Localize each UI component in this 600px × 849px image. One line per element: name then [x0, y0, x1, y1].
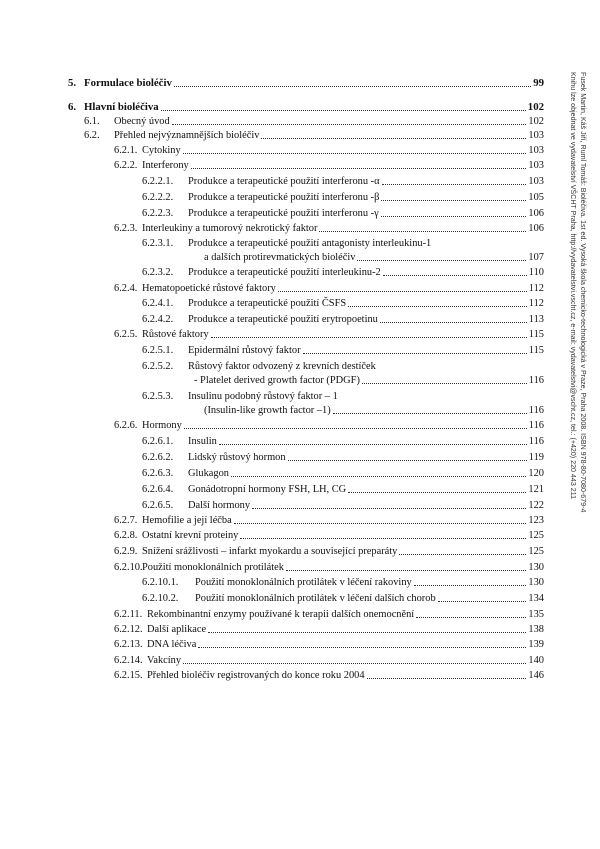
toc-entry-title: Použití monoklonálních protilátek: [142, 562, 284, 573]
toc-entry-page: 115: [528, 329, 544, 340]
toc-leader-dots: [231, 476, 526, 477]
toc-entry-number: 6.2.5.: [114, 329, 138, 340]
toc-entry[interactable]: [142, 434, 544, 448]
toc-entry-continuation: - Platelet derived growth factor (PDGF): [194, 375, 360, 386]
toc-entry-title: Produkce a terapeutické použití interferonu -α: [188, 176, 380, 187]
toc-leader-dots: [414, 585, 527, 586]
toc-entry-title: Formulace bioléčiv: [84, 77, 172, 89]
toc-entry-number: 6.2.6.2.: [142, 452, 174, 463]
toc-entry-number: 6.2.4.1.: [142, 298, 174, 309]
toc-entry-number: 5.: [68, 77, 77, 89]
toc-entry-title: Lidský růstový hormon: [188, 452, 286, 463]
toc-entry-number: 6.2.3.: [114, 223, 138, 234]
toc-entry-number: 6.2.11.: [114, 609, 143, 620]
toc-leader-dots: [174, 86, 531, 87]
toc-entry[interactable]: [142, 591, 544, 605]
toc-entry-title: Růstový faktor odvozený z krevních destíček: [188, 361, 376, 372]
toc-entry-page: 103: [528, 130, 544, 141]
toc-entry-number: 6.2.8.: [114, 530, 138, 541]
toc-leader-dots: [278, 291, 527, 292]
toc-entry-title: Produkce a terapeutické použití erytropoetinu: [188, 314, 378, 325]
toc-entry-page: 110: [528, 267, 544, 278]
toc-entry-title: Cytokiny: [142, 145, 181, 156]
toc-leader-dots: [191, 168, 527, 169]
toc-entry-continuation: (Insulin-like growth factor –1): [204, 405, 331, 416]
toc-entry-title: Použití monoklonálních protilátek v léčení rakoviny: [195, 577, 412, 588]
toc-entry-page: 134: [528, 593, 544, 604]
toc-entry-number: 6.2.6.3.: [142, 468, 174, 479]
toc-leader-dots: [240, 538, 526, 539]
toc-entry[interactable]: [142, 174, 544, 188]
toc-entry-number: 6.2.1.: [114, 145, 138, 156]
toc-entry-page: 116: [528, 375, 544, 386]
toc-leader-dots: [333, 413, 527, 414]
toc-entry-title: Insulin: [188, 436, 217, 447]
toc-entry-title: Další hormony: [188, 500, 251, 511]
toc-entry-page: 102: [528, 116, 544, 127]
toc-entry-page: 116: [528, 436, 544, 447]
toc-entry-page: 125: [528, 546, 544, 557]
toc-leader-dots: [234, 523, 527, 524]
toc-leader-dots: [288, 460, 527, 461]
toc-entry-number: 6.2.4.: [114, 283, 138, 294]
toc-entry-page: 135: [528, 609, 544, 620]
toc-entry-title: Růstové faktory: [142, 329, 209, 340]
toc-entry-page: 122: [528, 500, 544, 511]
toc-entry-number: 6.2.6.: [114, 420, 138, 431]
toc-entry-page: 116: [528, 405, 544, 416]
toc-entry-number: 6.2.2.1.: [142, 176, 174, 187]
toc-leader-dots: [348, 306, 527, 307]
toc-entry-title: Interferony: [142, 160, 189, 171]
toc-entry[interactable]: [142, 296, 544, 310]
toc-entry[interactable]: [142, 236, 544, 250]
toc-entry-number: 6.2.6.5.: [142, 500, 174, 511]
toc-leader-dots: [208, 632, 526, 633]
toc-entry-page: 123: [528, 515, 544, 526]
toc-entry[interactable]: [114, 327, 544, 341]
toc-entry[interactable]: [84, 114, 544, 128]
toc-leader-dots: [416, 617, 526, 618]
toc-entry-number: 6.2.3.1.: [142, 238, 174, 249]
toc-entry-title: Přehled bioléčiv registrovaných do konce roku 2004: [147, 670, 365, 681]
toc-entry[interactable]: [114, 143, 544, 157]
toc-entry[interactable]: [142, 482, 544, 496]
toc-leader-dots: [183, 663, 526, 664]
toc-leader-dots: [252, 508, 526, 509]
toc-leader-dots: [161, 110, 526, 111]
toc-entry-page: 138: [528, 624, 544, 635]
toc-entry-page: 103: [528, 160, 544, 171]
side-note-line: Fusek Martin, Káš Jiří, Ruml Tomáš: Bioléčiva. 1st ed. Vysoká škola chemicko-technologická v Praze, Praha 2008. ISBN 978-80-7080-679-4: [579, 72, 587, 513]
toc-entry-title: Glukagon: [188, 468, 229, 479]
toc-leader-dots: [362, 383, 527, 384]
toc-entry-number: 6.2.2.3.: [142, 208, 174, 219]
toc-leader-dots: [381, 216, 527, 217]
toc-entry-page: 115: [528, 345, 544, 356]
toc-entry-number: 6.2.9.: [114, 546, 138, 557]
toc-leader-dots: [319, 231, 526, 232]
toc-entry-title: DNA léčiva: [147, 639, 197, 650]
toc-entry-number: 6.2.2.: [114, 160, 138, 171]
toc-entry[interactable]: [114, 544, 544, 558]
toc-leader-dots: [211, 337, 527, 338]
toc-entry-title: Insulinu podobný růstový faktor – 1: [188, 391, 338, 402]
toc-entry[interactable]: [114, 560, 544, 574]
toc-entry-continuation: a dalších protirevmatických bioléčiv: [204, 252, 356, 263]
toc-entry[interactable]: [114, 158, 544, 172]
toc-entry-title: Hormony: [142, 420, 182, 431]
toc-entry-title: Použití monoklonálních protilátek v léčení dalších chorob: [195, 593, 436, 604]
toc-entry[interactable]: [114, 513, 544, 527]
toc-entry-number: 6.: [68, 101, 77, 113]
toc-entry-title: Interleukiny a tumorový nekrotický faktor: [142, 223, 318, 234]
toc-entry[interactable]: [84, 128, 544, 142]
toc-entry[interactable]: [142, 190, 544, 204]
toc-entry-page: 130: [528, 577, 544, 588]
side-note-text: [568, 72, 588, 592]
toc-entry-continuation-row[interactable]: [204, 403, 544, 417]
toc-leader-dots: [399, 554, 526, 555]
toc-leader-dots: [367, 678, 527, 679]
toc-entry-title: Gonádotropní hormony FSH, LH, CG: [188, 484, 347, 495]
toc-leader-dots: [184, 428, 527, 429]
toc-leader-dots: [348, 492, 526, 493]
toc-entry-page: 105: [528, 192, 544, 203]
toc-entry-title: Přehled nejvýznamnějších bioléčiv: [114, 130, 260, 141]
toc-entry-number: 6.2.10.2.: [142, 593, 179, 604]
toc-entry-number: 6.1.: [84, 116, 100, 127]
toc-leader-dots: [286, 570, 526, 571]
toc-entry[interactable]: [68, 76, 544, 90]
toc-entry-page: 119: [528, 452, 544, 463]
toc-entry-title: Hemofilie a její léčba: [142, 515, 232, 526]
toc-entry-number: 6.2.2.2.: [142, 192, 174, 203]
toc-entry[interactable]: [114, 622, 544, 636]
toc-entry-title: Produkce a terapeutické použití antagonisty interleukinu-1: [188, 238, 432, 249]
toc-entry-page: 99: [533, 77, 544, 89]
toc-leader-dots: [380, 322, 527, 323]
toc-entry-title: Produkce a terapeutické použití ČSFS: [188, 298, 347, 309]
toc-entry-page: 120: [528, 468, 544, 479]
toc-entry[interactable]: [142, 466, 544, 480]
toc-entry-title: Další aplikace: [147, 624, 207, 635]
toc-entry-page: 140: [528, 655, 544, 666]
toc-entry-number: 6.2.10.: [114, 562, 143, 573]
toc-entry[interactable]: [114, 637, 544, 651]
toc-entry[interactable]: [114, 221, 544, 235]
toc-entry-number: 6.2.5.2.: [142, 361, 174, 372]
toc-entry-number: 6.2.12.: [114, 624, 143, 635]
toc-entry-number: 6.2.: [84, 130, 100, 141]
toc-entry-continuation-row[interactable]: [194, 373, 544, 387]
toc-entry-page: 130: [528, 562, 544, 573]
toc-entry-page: 121: [528, 484, 544, 495]
toc-entry[interactable]: [114, 607, 544, 621]
toc-entry-number: 6.2.5.3.: [142, 391, 174, 402]
side-note: [560, 72, 588, 592]
toc-entry-page: 113: [528, 314, 544, 325]
toc-entry-page: 112: [528, 283, 544, 294]
toc-entry-number: 6.2.14.: [114, 655, 143, 666]
toc-leader-dots: [382, 184, 527, 185]
toc-leader-dots: [357, 260, 526, 261]
toc-entry-page: 102: [527, 101, 544, 113]
toc-entry-title: Snížení srážlivosti – infarkt myokardu a související preparáty: [142, 546, 398, 557]
toc-entry-continuation-row[interactable]: [204, 250, 544, 264]
toc-entry-title: Vakcíny: [147, 655, 182, 666]
toc-entry-page: 103: [528, 176, 544, 187]
toc-entry-title: Hlavní bioléčiva: [84, 101, 159, 113]
toc-entry[interactable]: [142, 450, 544, 464]
toc-leader-dots: [438, 601, 527, 602]
toc-leader-dots: [261, 138, 526, 139]
toc-entry-number: 6.2.6.1.: [142, 436, 174, 447]
side-note-line: Knihu lze objednat ve vydavatelství VŠCHT Praha, http://vydavatelstvi.vscht.cz, e-mail: vydavatelstvi@vscht.cz, tel.: (+420) 220 443 211: [569, 72, 577, 500]
toc-entry[interactable]: [142, 359, 544, 373]
toc-entry-page: 112: [528, 298, 544, 309]
toc-entry-number: 6.2.13.: [114, 639, 143, 650]
toc-entry-number: 6.2.3.2.: [142, 267, 174, 278]
toc-leader-dots: [383, 275, 527, 276]
toc-entry[interactable]: [142, 312, 544, 326]
toc-entry-title: Produkce a terapeutické použití interleukinu-2: [188, 267, 381, 278]
toc-entry[interactable]: [142, 343, 544, 357]
toc-entry-number: 6.2.5.1.: [142, 345, 174, 356]
toc-entry-page: 139: [528, 639, 544, 650]
toc-leader-dots: [219, 444, 527, 445]
toc-entry-number: 6.2.4.2.: [142, 314, 174, 325]
toc-entry-page: 106: [528, 223, 544, 234]
toc-entry[interactable]: [114, 418, 544, 432]
toc-entry[interactable]: [114, 653, 544, 667]
toc-entry-page: 107: [528, 252, 544, 263]
toc-leader-dots: [198, 647, 526, 648]
toc-entry-number: 6.2.6.4.: [142, 484, 174, 495]
toc-entry-page: 125: [528, 530, 544, 541]
toc-entry-title: Epidermální růstový faktor: [188, 345, 301, 356]
toc-entry-number: 6.2.10.1.: [142, 577, 179, 588]
toc-entry[interactable]: [142, 389, 544, 403]
toc-entry-title: Rekombinantní enzymy používané k terapii dalších onemocnění: [147, 609, 415, 620]
toc-entry[interactable]: [142, 265, 544, 279]
toc-entry[interactable]: [114, 528, 544, 542]
toc-leader-dots: [381, 200, 526, 201]
toc-entry-page: 146: [528, 670, 544, 681]
toc-entry-page: 106: [528, 208, 544, 219]
toc-entry-title: Produkce a terapeutické použití interferonu -β: [188, 192, 380, 203]
toc-leader-dots: [303, 353, 527, 354]
toc-entry-title: Hematopoetické růstové faktory: [142, 283, 276, 294]
toc-entry[interactable]: [114, 281, 544, 295]
toc-entry-number: 6.2.15.: [114, 670, 143, 681]
toc-entry-title: Ostatní krevní proteiny: [142, 530, 239, 541]
toc-entry-page: 116: [528, 420, 544, 431]
toc-leader-dots: [183, 153, 527, 154]
toc-entry-number: 6.2.7.: [114, 515, 138, 526]
toc-leader-dots: [172, 124, 527, 125]
toc-entry[interactable]: [68, 100, 544, 114]
toc-entry[interactable]: [142, 498, 544, 512]
toc-entry[interactable]: [114, 668, 544, 682]
toc-entry-title: Produkce a terapeutické použití interferonu -γ: [188, 208, 379, 219]
toc-entry[interactable]: [142, 575, 544, 589]
toc-entry-title: Obecný úvod: [114, 116, 170, 127]
toc-entry-page: 103: [528, 145, 544, 156]
toc-entry[interactable]: [142, 206, 544, 220]
